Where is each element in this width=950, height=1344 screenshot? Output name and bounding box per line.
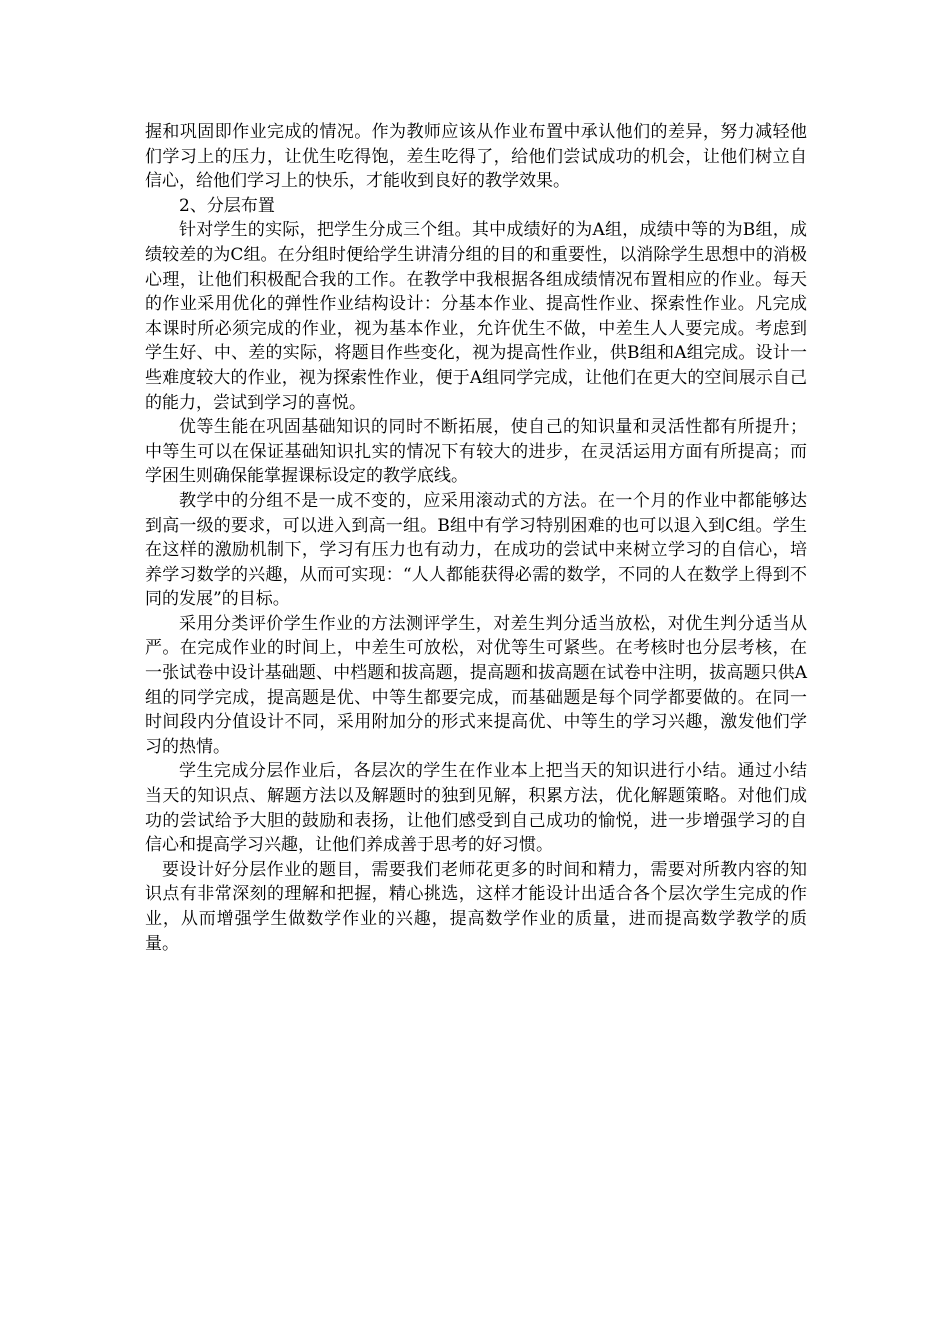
- paragraph-summary: 学生完成分层作业后，各层次的学生在作业本上把当天的知识进行小结。通过小结当天的知识点、解题方法以及解题时的独到见解，积累方法，优化解题策略。对他们成功的尝试给予大胆的鼓励和表扬，让他们感受到自己成功的愉悦，进一步增强学习的自信心和提高学习兴趣，让他们养成善于思考的好习惯。: [145, 761, 807, 856]
- paragraph-rolling-groups: 教学中的分组不是一成不变的，应采用滚动式的方法。在一个月的作业中都能够达到高一级的要求，可以进入到高一组。B组中有学习特别困难的也可以退入到C组。学生在这样的激励机制下，学习有压力也有动力，在成功的尝试中来树立学习的自信心，培养学习数学的兴趣，从而可实现：“人人都能获得必需的数学，不同的人在数学上得到不同的发展”的目标。: [145, 490, 807, 610]
- paragraph-grouping: 针对学生的实际，把学生分成三个组。其中成绩好的为A组，成绩中等的为B组，成绩较差的为C组。在分组时便给学生讲清分组的目的和重要性，以消除学生思想中的消极心理，让他们积极配合我的工作。在教学中我根据各组成绩情况布置相应的作业。每天的作业采用优化的弹性作业结构设计：分基本作业、提高性作业、探索性作业。凡完成本课时所必须完成的作业，视为基本作业，允许优生不做，中差生人人要完成。考虑到学生好、中、差的实际，将题目作些变化，视为提高性作业，供B组和A组完成。设计一些难度较大的作业，视为探索性作业，便于A组同学完成，让他们在更大的空间展示自己的能力，尝试到学习的喜悦。: [145, 220, 807, 413]
- paragraph-continuation: 握和巩固即作业完成的情况。作为教师应该从作业布置中承认他们的差异，努力减轻他们学习上的压力，让优生吃得饱，差生吃得了，给他们尝试成功的机会，让他们树立自信心，给他们学习上的快乐，才能收到良好的教学效果。: [145, 122, 807, 192]
- paragraph-conclusion: 要设计好分层作业的题目，需要我们老师花更多的时间和精力，需要对所教内容的知识点有非常深刻的理解和把握，精心挑选，这样才能设计出适合各个层次学生完成的作业，从而增强学生做数学作业的兴趣，提高数学作业的质量，进而提高数学教学的质量。: [145, 859, 807, 954]
- document-page: [145, 120, 807, 956]
- section-heading: 2、分层布置: [179, 195, 275, 216]
- paragraph-outcomes: 优等生能在巩固基础知识的同时不断拓展，使自己的知识量和灵活性都有所提升；中等生可以在保证基础知识扎实的情况下有较大的进步，在灵活运用方面有所提高；而学困生则确保能掌握课标设定的教学底线。: [145, 417, 807, 487]
- paragraph-evaluation: 采用分类评价学生作业的方法测评学生，对差生判分适当放松，对优生判分适当从严。在完成作业的时间上，中差生可放松，对优等生可紧些。在考核时也分层考核，在一张试卷中设计基础题、中档题和拔高题，提高题和拔高题在试卷中注明，拔高题只供A组的同学完成，提高题是优、中等生都要完成，而基础题是每个同学都要做的。在同一时间段内分值设计不同，采用附加分的形式来提高优、中等生的学习兴趣，激发他们学习的热情。: [145, 613, 807, 757]
